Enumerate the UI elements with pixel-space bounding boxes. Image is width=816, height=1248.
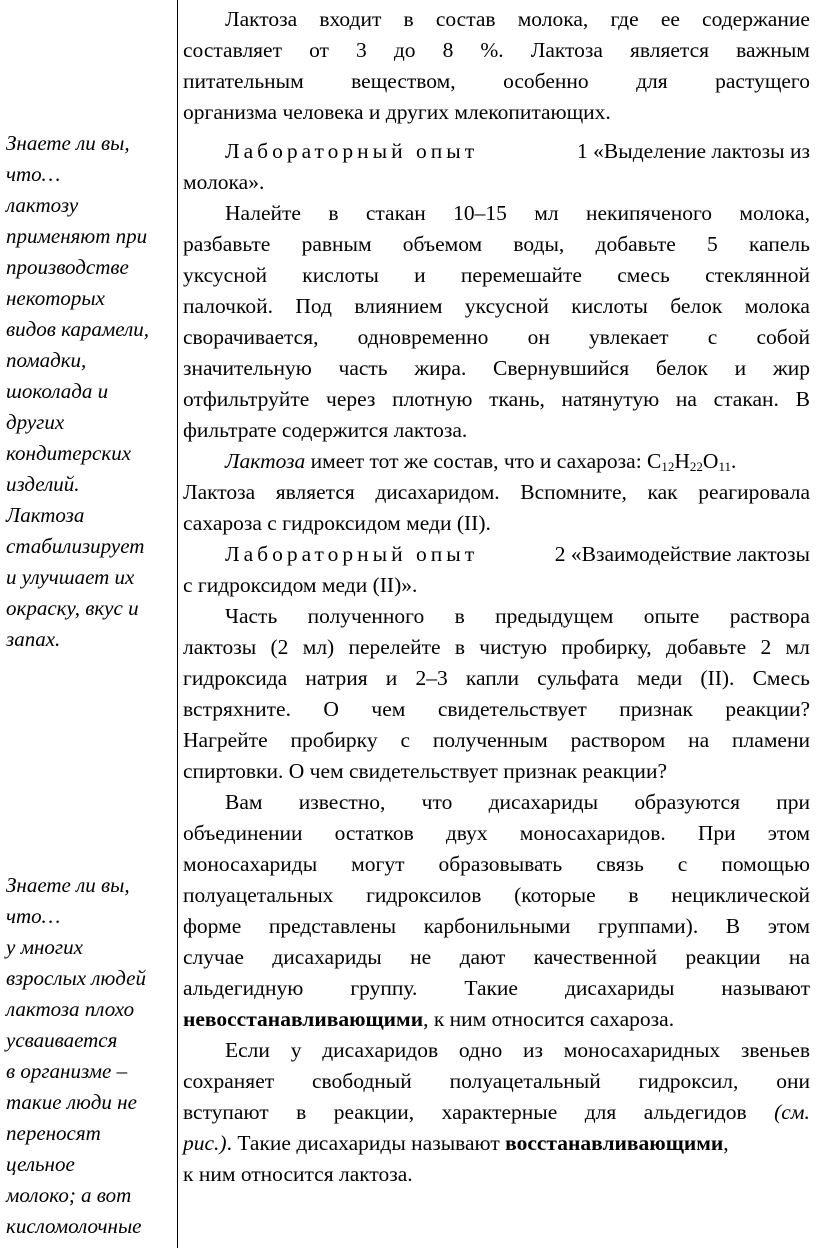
word: называют: [721, 976, 810, 1000]
word: форме: [183, 914, 242, 938]
figure-reference: (см.: [774, 1100, 810, 1124]
word: Лактоза: [225, 7, 298, 31]
note-line: лактоза плохо: [6, 997, 135, 1021]
formula-period: .: [730, 449, 737, 473]
text-line: [183, 477, 810, 508]
word: гидроксида: [183, 666, 288, 690]
formula-h-count: 22: [689, 459, 703, 474]
text-line: [183, 384, 810, 415]
word: 8: [442, 38, 454, 62]
word: дисахариды: [272, 945, 382, 969]
text-line: [183, 1066, 810, 1097]
formula-o: O: [702, 449, 719, 473]
word: белок: [655, 356, 708, 380]
word: у: [290, 1038, 302, 1062]
word: что: [421, 790, 453, 814]
word: Лактоза: [183, 480, 256, 504]
word: раствора: [729, 604, 810, 628]
paragraph-lab-2-title: [183, 539, 810, 601]
word: стакан: [365, 201, 426, 225]
text-line: [183, 570, 810, 601]
text-line: [183, 694, 810, 725]
note-line: переносят: [6, 1121, 101, 1145]
word: помощью: [721, 852, 810, 876]
note-line: лактозу: [6, 193, 79, 217]
word: свободный: [311, 1069, 412, 1093]
text-line: [183, 911, 810, 942]
word: 5: [706, 232, 718, 256]
text-fragment: фильтрате содержится лактоза.: [183, 418, 468, 442]
word: ткань,: [489, 387, 545, 411]
word: (II).: [700, 666, 735, 690]
word: значительную: [183, 356, 312, 380]
text-line: [183, 35, 810, 66]
word: Свернувшийся: [493, 356, 630, 380]
word: воды,: [513, 232, 565, 256]
text-fragment: ,: [723, 1131, 729, 1155]
word: гидроксил,: [638, 1069, 739, 1093]
word: он: [527, 325, 550, 349]
word: пробирку,: [561, 635, 652, 659]
sidebar-note-lactose-uses: [6, 128, 174, 655]
word: собой: [756, 325, 810, 349]
note-line: производстве: [6, 255, 129, 279]
word: в: [403, 7, 414, 31]
lab-label: Лабораторный опыт: [225, 139, 479, 163]
word: натрия: [305, 666, 368, 690]
note-line: запах.: [6, 627, 61, 651]
text-line: [183, 601, 810, 632]
word: на: [788, 945, 810, 969]
word: через: [326, 387, 376, 411]
word: полученного: [307, 604, 425, 628]
word: сворачивается,: [183, 325, 319, 349]
text-line: [183, 942, 810, 973]
note-line: Знаете ли вы,: [6, 131, 130, 155]
paragraph-lab-1-instructions: [183, 198, 810, 446]
word: альдегидную: [183, 976, 304, 1000]
word: свидетельствует: [437, 697, 587, 721]
text-line: [183, 632, 810, 663]
word: до: [393, 38, 416, 62]
word: группами).: [597, 914, 699, 938]
text-line: [183, 1035, 810, 1066]
word: пламени: [732, 728, 810, 752]
word: Налейте: [225, 201, 301, 225]
note-line: цельное: [6, 1152, 75, 1176]
text-line: [183, 508, 810, 539]
paragraph-lab-1-title: [183, 136, 810, 198]
word: они: [776, 1069, 810, 1093]
paragraph-non-reducing: [183, 787, 810, 1035]
term-non-reducing: невосстанавливающими: [183, 1007, 424, 1031]
word: сульфата: [537, 666, 619, 690]
word: альдегидов: [643, 1100, 747, 1124]
word: дают: [459, 945, 506, 969]
note-line: окраску, вкус и: [6, 596, 139, 620]
note-line: усваивается: [6, 1028, 118, 1052]
word: Вам: [225, 790, 263, 814]
note-line: в организме –: [6, 1059, 128, 1083]
word: известно,: [298, 790, 386, 814]
word: в: [454, 604, 465, 628]
paragraph-lab-2-instructions: [183, 601, 810, 787]
text-line: [183, 1004, 810, 1035]
lab-1-title-end: молока».: [183, 170, 265, 194]
word: моносахариды: [183, 852, 318, 876]
word: О: [323, 697, 339, 721]
note-line: стабилизирует: [6, 534, 145, 558]
text-line: [183, 1097, 810, 1128]
word: 10–15: [453, 201, 507, 225]
lab-2-title-end: с гидроксидом меди (II)».: [183, 573, 418, 597]
word: чистую: [479, 635, 548, 659]
word: сохраняет: [183, 1069, 275, 1093]
text-fragment: сахароза с гидроксидом меди (II).: [183, 511, 491, 535]
word: нециклической: [671, 883, 810, 907]
word: реакции: [685, 945, 761, 969]
word: В: [795, 387, 810, 411]
formula-c-count: 12: [661, 459, 675, 474]
text-line: [183, 849, 810, 880]
word: в: [296, 1100, 307, 1124]
word: натянутую: [561, 387, 660, 411]
word: особенно: [503, 69, 589, 93]
text-line: [183, 1159, 810, 1190]
word: входит: [319, 7, 382, 31]
word: капель: [748, 232, 810, 256]
word: перемешайте: [460, 263, 582, 287]
word: мл: [785, 635, 810, 659]
word: не: [410, 945, 432, 969]
word: Вспомните,: [520, 480, 627, 504]
word: жир: [772, 356, 810, 380]
note-line: что…: [6, 904, 61, 928]
word: полуацетальных: [183, 883, 334, 907]
word: влиянием: [354, 294, 443, 318]
text-line: [183, 663, 810, 694]
word: часть: [338, 356, 388, 380]
word: молока: [744, 294, 810, 318]
word: гидроксилов: [366, 883, 482, 907]
word: случае: [183, 945, 244, 969]
formula-intro: имеет тот же состав, что и сахароза:: [305, 449, 648, 473]
word: меди: [636, 666, 683, 690]
word: жира.: [414, 356, 467, 380]
word: мл: [534, 201, 559, 225]
note-line: что…: [6, 162, 61, 186]
note-line: помадки,: [6, 348, 87, 372]
word: пробирку: [290, 728, 378, 752]
word: и: [414, 263, 426, 287]
paragraph-reducing: [183, 1035, 810, 1190]
word: характерные: [441, 1100, 558, 1124]
paragraph-lactose-formula: [183, 446, 810, 539]
note-line: Знаете ли вы,: [6, 873, 130, 897]
word: от: [309, 38, 329, 62]
word: предыдущем: [495, 604, 614, 628]
word: дисахаридов: [322, 1038, 439, 1062]
word: с: [707, 325, 718, 349]
word: в: [454, 635, 465, 659]
word: 3: [356, 38, 367, 62]
word: кислоты: [571, 294, 648, 318]
sidebar-note-lactose-intolerance: [6, 870, 174, 1242]
word: состав: [435, 7, 496, 31]
word: дисахариды: [488, 790, 599, 814]
word: уксусной: [464, 294, 549, 318]
word: одно: [458, 1038, 503, 1062]
word: лактозы: [183, 635, 257, 659]
text-line: [183, 415, 810, 446]
text-fragment: к ним относится лактоза.: [183, 1162, 413, 1186]
text-line: [183, 198, 810, 229]
word: остатков: [334, 821, 414, 845]
word: разбавьте: [183, 232, 271, 256]
word: на: [688, 728, 710, 752]
word: где: [610, 7, 639, 31]
word: белок: [670, 294, 723, 318]
figure-reference: рис.): [183, 1131, 227, 1155]
word: растущего: [715, 69, 810, 93]
word: 2–3: [415, 666, 448, 690]
word: капли: [465, 666, 519, 690]
word: реакции?: [725, 697, 810, 721]
word: образуются: [634, 790, 740, 814]
column-divider: [177, 0, 178, 1248]
word: веществом,: [351, 69, 456, 93]
word: стеклянной: [705, 263, 810, 287]
text-line: [183, 818, 810, 849]
text-fragment: организма человека и других млекопитающих.: [183, 100, 611, 124]
word: важным: [736, 38, 810, 62]
lab-label: Лабораторный опыт: [225, 542, 479, 566]
word: для: [584, 1100, 617, 1124]
text-line: [183, 725, 810, 756]
note-line: такие люди не: [6, 1090, 137, 1114]
lab-1-heading: [183, 136, 810, 167]
note-line: шоколада и: [6, 379, 109, 403]
word: полученным: [432, 728, 548, 752]
word: уксусной: [183, 263, 267, 287]
word: могут: [351, 852, 405, 876]
text-line: [183, 756, 810, 787]
word: Нагрейте: [183, 728, 268, 752]
text-line: [183, 291, 810, 322]
word: в: [328, 201, 339, 225]
text-line: [183, 353, 810, 384]
word: составляет: [183, 38, 282, 62]
word: дисахариды: [564, 976, 675, 1000]
text-line: [183, 973, 810, 1004]
note-line: и улучшает их: [6, 565, 135, 589]
word: этом: [767, 821, 810, 845]
word: из: [522, 1038, 543, 1062]
note-line: кисломолочные: [6, 1214, 142, 1238]
paragraph-intro: [183, 4, 810, 128]
text-line: [183, 787, 810, 818]
word: группу.: [350, 976, 418, 1000]
word: моносахаридных: [563, 1038, 721, 1062]
text-line: [183, 880, 810, 911]
word: Под: [295, 294, 332, 318]
word: связь: [596, 852, 644, 876]
formula-c: C: [647, 449, 662, 473]
note-line: кондитерских: [6, 441, 132, 465]
text-fragment: , к ним относится сахароза.: [423, 1007, 675, 1031]
formula-line: [183, 446, 810, 477]
word: признак: [619, 697, 693, 721]
word: и: [385, 666, 398, 690]
word: молока,: [517, 7, 589, 31]
word: объединении: [183, 821, 303, 845]
word: При: [697, 821, 736, 845]
note-line: Лактоза: [6, 503, 85, 527]
word: перелейте: [348, 635, 441, 659]
word: с: [400, 728, 410, 752]
word: молока,: [739, 201, 810, 225]
word: питательным: [183, 69, 304, 93]
word: отфильтруйте: [183, 387, 310, 411]
word: (которые: [514, 883, 596, 907]
word: добавьте: [595, 232, 676, 256]
text-line: [183, 66, 810, 97]
word: содержание: [702, 7, 810, 31]
word: раствором: [570, 728, 666, 752]
word: дисахаридом.: [375, 480, 500, 504]
word: добавьте: [665, 635, 747, 659]
formula-h: H: [674, 449, 690, 473]
word: Часть: [225, 604, 278, 628]
word: для: [636, 69, 668, 93]
word: стакан.: [713, 387, 779, 411]
word: этом: [767, 914, 810, 938]
word: и: [734, 356, 747, 380]
word: Смесь: [752, 666, 810, 690]
word: смесь: [617, 263, 670, 287]
note-line: изделий.: [6, 472, 80, 496]
text-line: [183, 1128, 810, 1159]
text-line: [183, 322, 810, 353]
word: является: [275, 480, 355, 504]
word: (2: [270, 635, 289, 659]
word: равным: [301, 232, 372, 256]
word: увлекает: [589, 325, 669, 349]
word: плотную: [392, 387, 473, 411]
word: двух: [445, 821, 488, 845]
word: как: [647, 480, 678, 504]
text-line: [183, 4, 810, 35]
word: представлены: [268, 914, 397, 938]
text-line: [183, 229, 810, 260]
note-line: других: [6, 410, 65, 434]
text-line: [183, 167, 810, 198]
term-reducing: восстанавливающими: [505, 1131, 724, 1155]
word: карбонильными: [423, 914, 571, 938]
word: 2: [760, 635, 772, 659]
lactose-term: Лактоза: [225, 449, 306, 473]
word: Лактоза: [530, 38, 603, 62]
word: вступают: [183, 1100, 269, 1124]
word: реакции,: [333, 1100, 415, 1124]
word: опыте: [643, 604, 700, 628]
word: кислоты: [302, 263, 379, 287]
lab-2-title-text: 2 «Взаимодействие лактозы: [549, 542, 810, 566]
word: некипяченого: [585, 201, 712, 225]
note-line: применяют при: [6, 224, 148, 248]
word: является: [630, 38, 710, 62]
note-line: у многих: [6, 935, 83, 959]
note-line: взрослых людей: [6, 966, 146, 990]
lab-1-title-text: 1 «Выделение лактозы из: [571, 139, 810, 163]
word: Если: [225, 1038, 270, 1062]
word: качественной: [533, 945, 658, 969]
text-line: [183, 97, 810, 128]
text-line: [183, 260, 810, 291]
word: полуацетальный: [449, 1069, 601, 1093]
word: образовывать: [438, 852, 563, 876]
word: с: [677, 852, 688, 876]
lab-2-heading: [183, 539, 810, 570]
note-line: некоторых: [6, 286, 105, 310]
formula-o-count: 11: [718, 459, 731, 474]
word: на: [675, 387, 697, 411]
word: чем: [371, 697, 406, 721]
word: В: [725, 914, 741, 938]
word: в: [628, 883, 639, 907]
word: одновременно: [357, 325, 489, 349]
text-fragment: спиртовки. О чем свидетельствует признак реакции?: [183, 759, 667, 783]
word: реагировала: [698, 480, 810, 504]
note-line: видов карамели,: [6, 317, 150, 341]
word: Такие: [464, 976, 518, 1000]
word: встряхните.: [183, 697, 291, 721]
word: %.: [480, 38, 504, 62]
word: звеньев: [740, 1038, 810, 1062]
word: мл): [302, 635, 335, 659]
text-fragment: . Такие дисахариды называют: [226, 1131, 506, 1155]
chemical-formula: [647, 446, 736, 477]
word: объемом: [402, 232, 483, 256]
word: палочкой.: [183, 294, 273, 318]
word: при: [776, 790, 810, 814]
word: ее: [660, 7, 680, 31]
word: моносахаридов.: [519, 821, 666, 845]
note-line: молоко; а вот: [6, 1183, 132, 1207]
